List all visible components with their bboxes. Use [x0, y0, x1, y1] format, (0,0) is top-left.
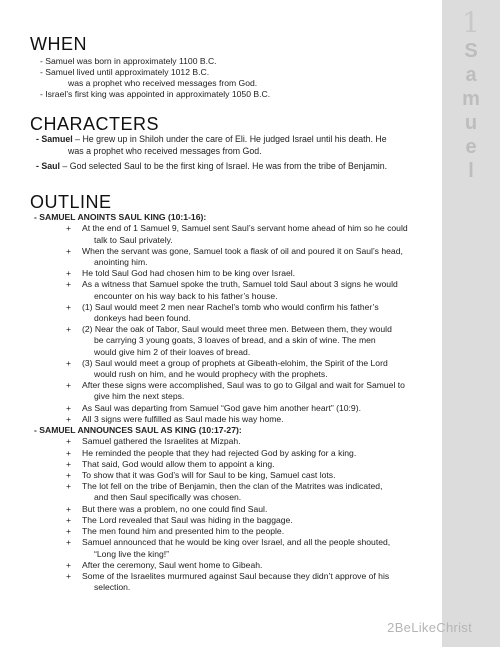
plus-bullet: + [66, 537, 72, 548]
outline-item-continued: be carrying 3 young goats, 3 loaves of bread, and a skin of wine. The men [94, 335, 376, 346]
outline-item-text: When the servant was gone, Samuel took a flask of oil and poured it on Saul’s head, [82, 245, 403, 256]
outline-item-continued: anointing him. [94, 257, 148, 268]
outline-item [30, 504, 460, 515]
outline-item-text: Some of the Israelites murmured against Saul because they didn’t approve of his [82, 570, 390, 581]
outline-item-continued: donkeys had been found. [94, 313, 191, 324]
outline-item [30, 380, 460, 402]
when-line: - Israel’s first king was appointed in approximately 1050 B.C. [40, 89, 271, 99]
character-entry-continued: was a prophet who received messages from God. [68, 145, 262, 156]
side-letter: e [465, 136, 477, 158]
outline-item [30, 246, 460, 268]
outline-item [30, 459, 460, 470]
side-letter: S [464, 40, 478, 62]
plus-bullet: + [66, 402, 72, 413]
plus-bullet: + [66, 447, 72, 458]
plus-bullet: + [66, 223, 72, 234]
side-letter: a [465, 64, 477, 86]
character-name: - Saul [36, 161, 60, 171]
character-entry: - Samuel – He grew up in Shiloh under the care of Eli. He judged Israel until his death. He [36, 134, 387, 144]
page-content [30, 34, 440, 593]
characters-section [30, 114, 460, 173]
character-entry: - Saul – God selected Saul to be the first king of Israel. He was from the tribe of Benjamin. [36, 161, 388, 171]
outline-item-continued: and then Saul specifically was chosen. [94, 492, 242, 503]
when-line: - Samuel lived until approximately 1012 B.C. [40, 67, 210, 77]
outline-item-text: The Lord revealed that Saul was hiding in the baggage. [82, 514, 293, 525]
outline-item-text: (1) Saul would meet 2 men near Rachel’s tomb who would confirm his father’s [82, 301, 379, 312]
outline-item-text: (2) Near the oak of Tabor, Saul would meet three men. Between them, they would [82, 324, 392, 335]
outline-item-text: As Saul was departing from Samuel “God gave him another heart” (10:9). [82, 402, 361, 413]
plus-bullet: + [66, 503, 72, 514]
outline-item [30, 481, 460, 503]
outline-section [30, 192, 460, 593]
outline-item-text: But there was a problem, no one could find Saul. [82, 503, 268, 514]
plus-bullet: + [66, 436, 72, 447]
outline-item [30, 526, 460, 537]
outline-item-text: He reminded the people that they had rejected God by asking for a king. [82, 447, 357, 458]
outline-item-continued: give him the next steps. [94, 391, 185, 402]
plus-bullet: + [66, 514, 72, 525]
outline-item [30, 223, 460, 245]
watermark: 2BeLikeChrist [387, 620, 472, 635]
outline-heading: OUTLINE [30, 192, 112, 212]
plus-bullet: + [66, 458, 72, 469]
outline-item-continued: “Long live the king!” [94, 548, 169, 559]
when-section [30, 34, 440, 100]
outline-item [30, 537, 460, 559]
plus-bullet: + [66, 470, 72, 481]
outline-item-text: He told Saul God had chosen him to be king over Israel. [82, 268, 296, 279]
outline-item [30, 358, 460, 380]
outline-item-text: All 3 signs were fulfilled as Saul made his way home. [82, 413, 284, 424]
plus-bullet: + [66, 268, 72, 279]
outline-item-continued: would give him 2 of their loaves of bread. [94, 346, 251, 357]
outline-item-continued: encounter on his way back to his father’s house. [94, 290, 278, 301]
outline-item [30, 436, 460, 447]
outline-item-text: (3) Saul would meet a group of prophets at Gibeath-elohim, the Spirit of the Lord [82, 357, 388, 368]
outline-item [30, 403, 460, 414]
outline-item-text: As a witness that Samuel spoke the truth, Samuel told Saul about 3 signs he would [82, 279, 398, 290]
outline-item-continued: talk to Saul privately. [94, 234, 173, 245]
character-name: - Samuel [36, 134, 73, 144]
outline-item-text: After these signs were accomplished, Saul was to go to Gilgal and wait for Samuel to [82, 380, 405, 391]
outline-item [30, 515, 460, 526]
plus-bullet: + [66, 481, 72, 492]
when-line: was a prophet who received messages from God. [68, 78, 258, 88]
plus-bullet: + [66, 526, 72, 537]
outline-item [30, 268, 460, 279]
plus-bullet: + [66, 413, 72, 424]
side-letter: l [468, 160, 474, 182]
plus-bullet: + [66, 245, 72, 256]
outline-item [30, 571, 460, 593]
outline-item [30, 414, 460, 425]
outline-item-text: To show that it was God’s will for Saul to be king, Samuel cast lots. [82, 470, 336, 481]
outline-item [30, 470, 460, 481]
side-letter: m [462, 88, 480, 110]
outline-item-continued: would rush on him, and he would prophecy with the prophets. [94, 369, 328, 380]
outline-item-text: After the ceremony, Saul went home to Gibeah. [82, 559, 263, 570]
plus-bullet: + [66, 380, 72, 391]
outline-subheading: - SAMUEL ANNOUNCES SAUL AS KING (10:17-27): [34, 425, 242, 436]
when-heading: WHEN [30, 34, 87, 54]
outline-item-continued: selection. [94, 582, 131, 593]
when-line: - Samuel was born in approximately 1100 B.C. [40, 56, 217, 66]
plus-bullet: + [66, 570, 72, 581]
plus-bullet: + [66, 559, 72, 570]
outline-item-text: At the end of 1 Samuel 9, Samuel sent Saul’s servant home ahead of him so he could [82, 223, 408, 234]
outline-item-text: The men found him and presented him to the people. [82, 526, 285, 537]
outline-item-text: The lot fell on the tribe of Benjamin, then the clan of the Matrites was indicated, [82, 481, 383, 492]
outline-item [30, 448, 460, 459]
outline-item-text: That said, God would allow them to appoint a king. [82, 458, 275, 469]
plus-bullet: + [66, 357, 72, 368]
plus-bullet: + [66, 301, 72, 312]
plus-bullet: + [66, 324, 72, 335]
outline-item [30, 560, 460, 571]
outline-item [30, 324, 460, 358]
characters-heading: CHARACTERS [30, 114, 160, 134]
outline-subheading: - SAMUEL ANOINTS SAUL KING (10:1-16): [34, 212, 207, 222]
outline-item-text: Samuel announced that he would be king over Israel, and all the people shouted, [82, 537, 391, 548]
outline-item [30, 302, 460, 324]
outline-item [30, 279, 460, 301]
outline-item-text: Samuel gathered the Israelites at Mizpah. [82, 436, 241, 447]
plus-bullet: + [66, 279, 72, 290]
side-letter: u [464, 112, 478, 134]
book-number: 1 [462, 6, 480, 39]
